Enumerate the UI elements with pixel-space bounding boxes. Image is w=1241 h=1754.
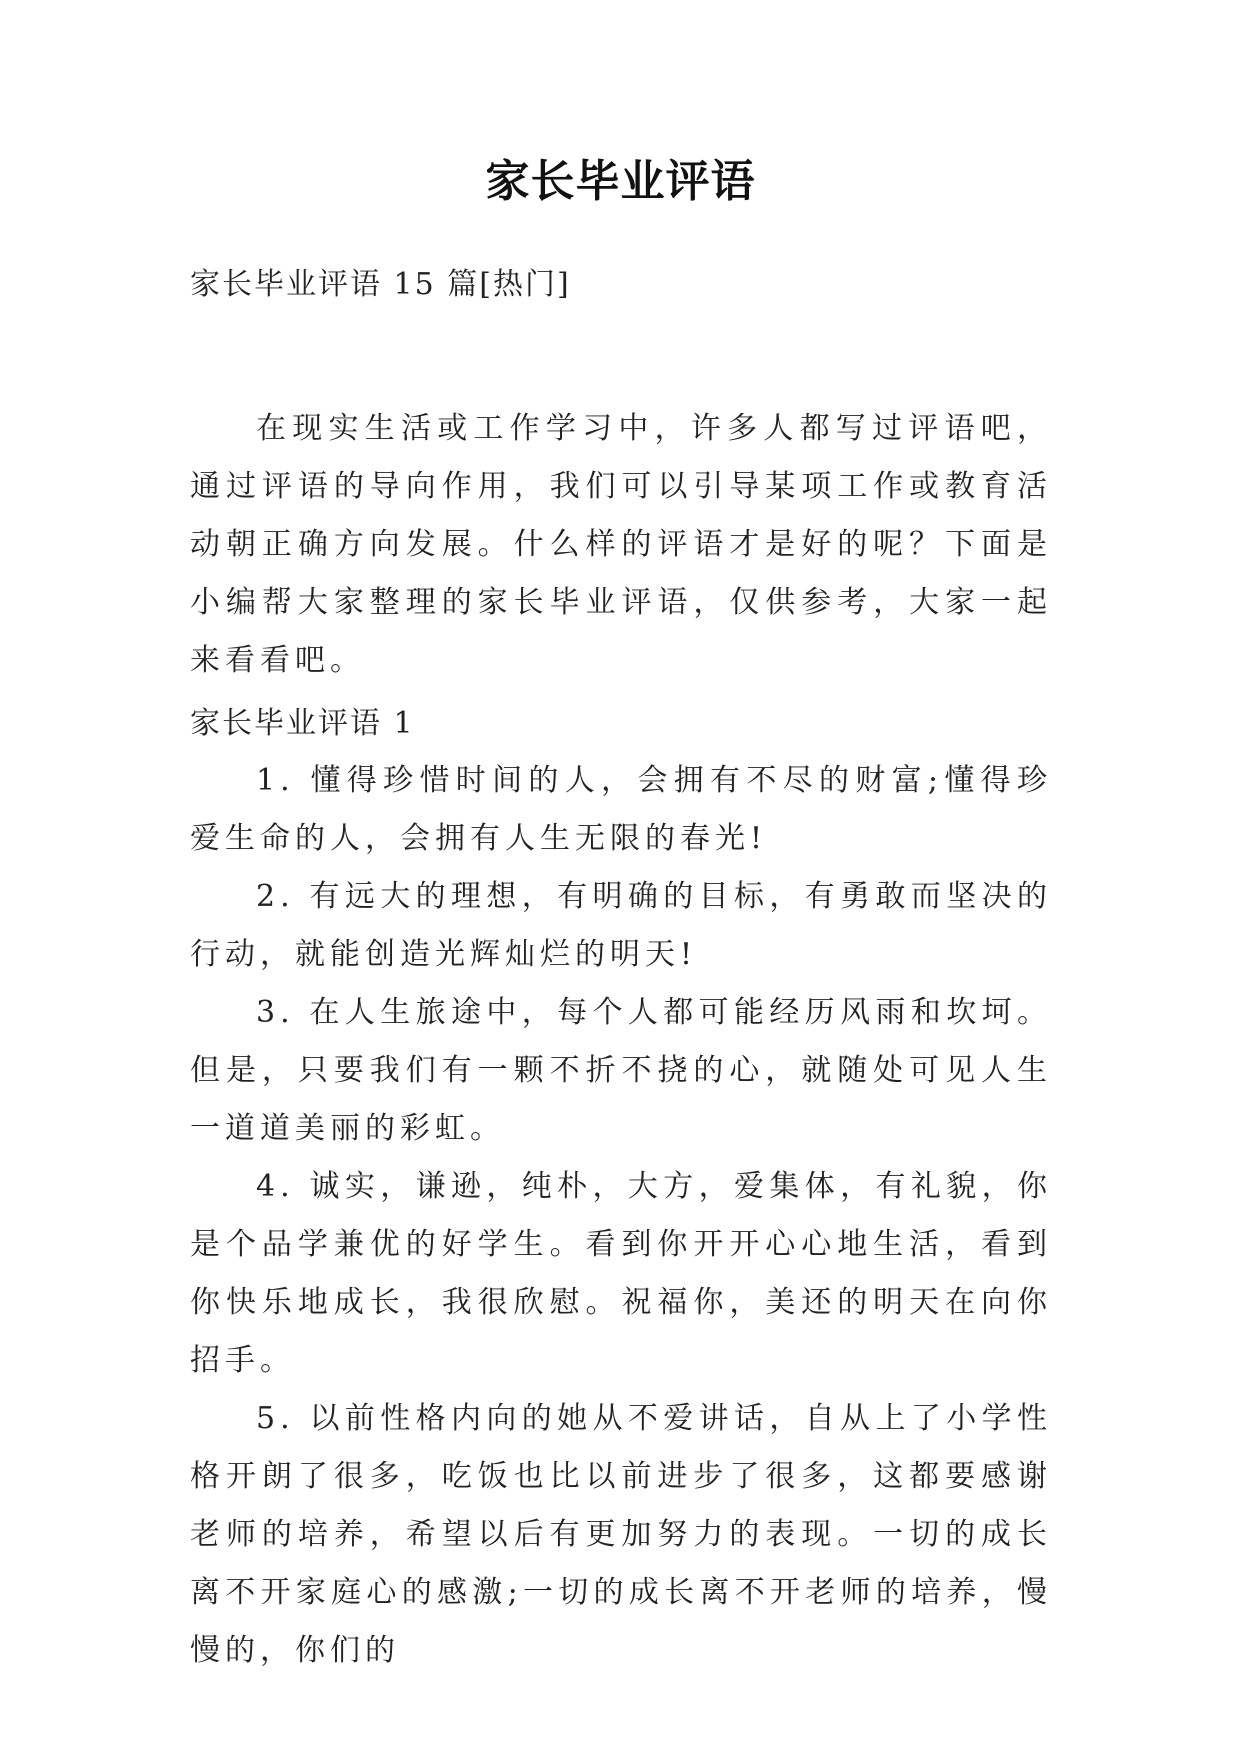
comment-list <box>190 752 1052 1680</box>
comment-item-2: 2. 有远大的理想，有明确的目标，有勇敢而坚决的行动，就能创造光辉灿烂的明天! <box>190 879 1052 972</box>
intro-paragraph: 在现实生活或工作学习中，许多人都写过评语吧，通过评语的导向作用，我们可以引导某项工作或教育活动朝正确方向发展。什么样的评语才是好的呢？下面是小编帮大家整理的家长毕业评语，仅供参考，大家一起来看看吧。 <box>190 411 1052 678</box>
page-title: 家长毕业评语 <box>485 156 756 207</box>
comment-item-3: 3. 在人生旅途中，每个人都可能经历风雨和坎坷。但是，只要我们有一颗不折不挠的心，就随处可见人生一道道美丽的彩虹。 <box>190 995 1052 1146</box>
comment-item-4: 4. 诚实，谦逊，纯朴，大方，爱集体，有礼貌，你是个品学兼优的好学生。看到你开开心心地生活，看到你快乐地成长，我很欣慰。祝福你，美还的明天在向你招手。 <box>190 1169 1052 1378</box>
comment-item-1: 1. 懂得珍惜时间的人，会拥有不尽的财富;懂得珍爱生命的人，会拥有人生无限的春光! <box>190 763 1052 856</box>
comment-item-5: 5. 以前性格内向的她从不爱讲话，自从上了小学性格开朗了很多，吃饭也比以前进步了很多，这都要感谢老师的培养，希望以后有更加努力的表现。一切的成长离不开家庭心的感激;一切的成长离不开老师的培养，慢慢的，你们的 <box>190 1401 1052 1668</box>
document-subtitle: 家长毕业评语 15 篇[热门] <box>190 267 571 302</box>
section-heading: 家长毕业评语 1 <box>190 706 415 741</box>
